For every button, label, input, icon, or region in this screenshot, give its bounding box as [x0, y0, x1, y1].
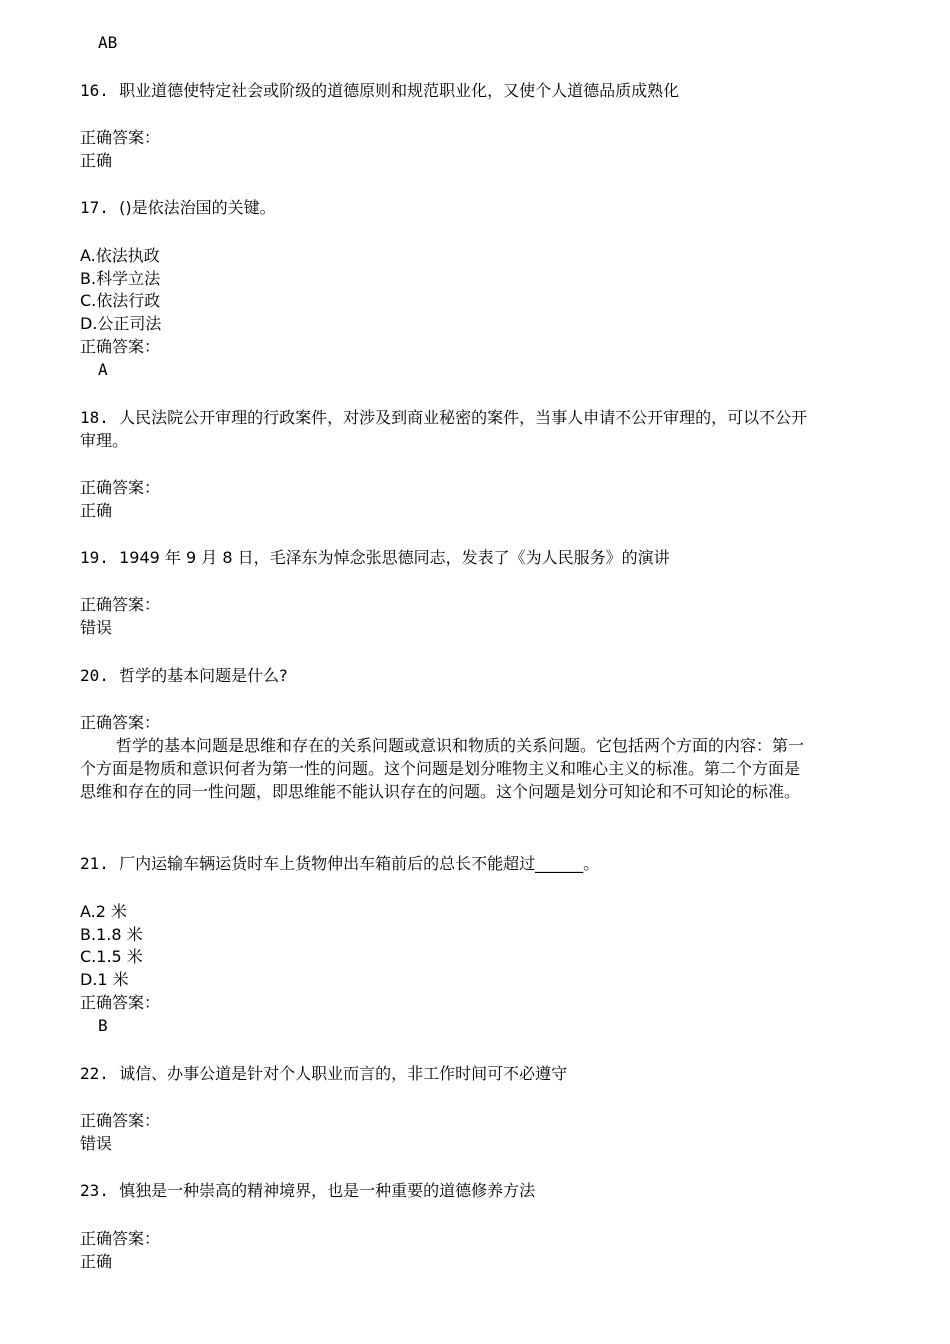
option-c: C.依法行政	[80, 291, 161, 310]
question-text: 职业道德使特定社会或阶级的道德原则和规范职业化，又使个人道德品质成熟化	[119, 81, 680, 100]
option-c: C.1.5 米	[80, 947, 143, 966]
question-19	[80, 547, 670, 569]
answer-label: 正确答案：	[80, 1111, 161, 1130]
answer-value: B	[98, 1016, 108, 1035]
answer-label: 正确答案：	[80, 993, 161, 1012]
answer-value: 正确	[80, 151, 113, 170]
question-number: 18.	[80, 408, 109, 427]
question-18	[80, 407, 807, 429]
question-text: 诚信、办事公道是针对个人职业而言的，非工作时间可不必遵守	[119, 1064, 568, 1083]
question-22	[80, 1063, 567, 1085]
answer-label: 正确答案：	[80, 478, 161, 497]
question-text: 慎独是一种崇高的精神境界，也是一种重要的道德修养方法	[119, 1181, 536, 1200]
question-number: 23.	[80, 1181, 109, 1200]
question-text: 厂内运输车辆运货时车上货物伸出车箱前后的总长不能超过______。	[119, 854, 600, 873]
question-23	[80, 1180, 535, 1202]
question-20	[80, 665, 288, 687]
question-number: 22.	[80, 1064, 109, 1083]
answer-value: 正确	[80, 501, 113, 520]
answer-value: 错误	[80, 618, 113, 637]
question-text: 人民法院公开审理的行政案件，对涉及到商业秘密的案件，当事人申请不公开审理的，可以不公开	[119, 408, 808, 427]
option-d: D.1 米	[80, 970, 129, 989]
question-number: 20.	[80, 666, 109, 685]
option-b: B.科学立法	[80, 269, 161, 288]
option-b: B.1.8 米	[80, 925, 143, 944]
answer-label: 正确答案：	[80, 128, 161, 147]
answer-label: 正确答案：	[80, 713, 161, 732]
question-text-continued: 审理。	[80, 431, 129, 450]
answer-paragraph-line: 思维和存在的同一性问题，即思维能不能认识存在的问题。这个问题是划分可知论和不可知论的标准。	[80, 782, 801, 801]
question-number: 19.	[80, 548, 109, 567]
answer-value: 错误	[80, 1134, 113, 1153]
option-d: D.公正司法	[80, 314, 162, 333]
answer-label: 正确答案：	[80, 1229, 161, 1248]
option-a: A.依法执政	[80, 246, 160, 265]
question-21	[80, 853, 599, 875]
question-17	[80, 197, 276, 219]
previous-answer: AB	[98, 33, 118, 52]
question-number: 17.	[80, 198, 109, 217]
question-text: 哲学的基本问题是什么?	[119, 666, 288, 685]
question-text: 1949 年 9 月 8 日，毛泽东为悼念张思德同志，发表了《为人民服务》的演讲	[119, 548, 670, 567]
answer-paragraph-line: 个方面是物质和意识何者为第一性的问题。这个问题是划分唯物主义和唯心主义的标准。第二个方面是	[80, 759, 801, 778]
answer-value: A	[98, 360, 108, 379]
answer-paragraph-line: 哲学的基本问题是思维和存在的关系问题或意识和物质的关系问题。它包括两个方面的内容：第一	[116, 736, 805, 755]
option-a: A.2 米	[80, 902, 128, 921]
answer-label: 正确答案：	[80, 595, 161, 614]
question-16	[80, 80, 679, 102]
question-text: ()是依法治国的关键。	[119, 198, 276, 217]
answer-value: 正确	[80, 1252, 113, 1271]
question-number: 16.	[80, 81, 109, 100]
question-number: 21.	[80, 854, 109, 873]
answer-label: 正确答案：	[80, 337, 161, 356]
